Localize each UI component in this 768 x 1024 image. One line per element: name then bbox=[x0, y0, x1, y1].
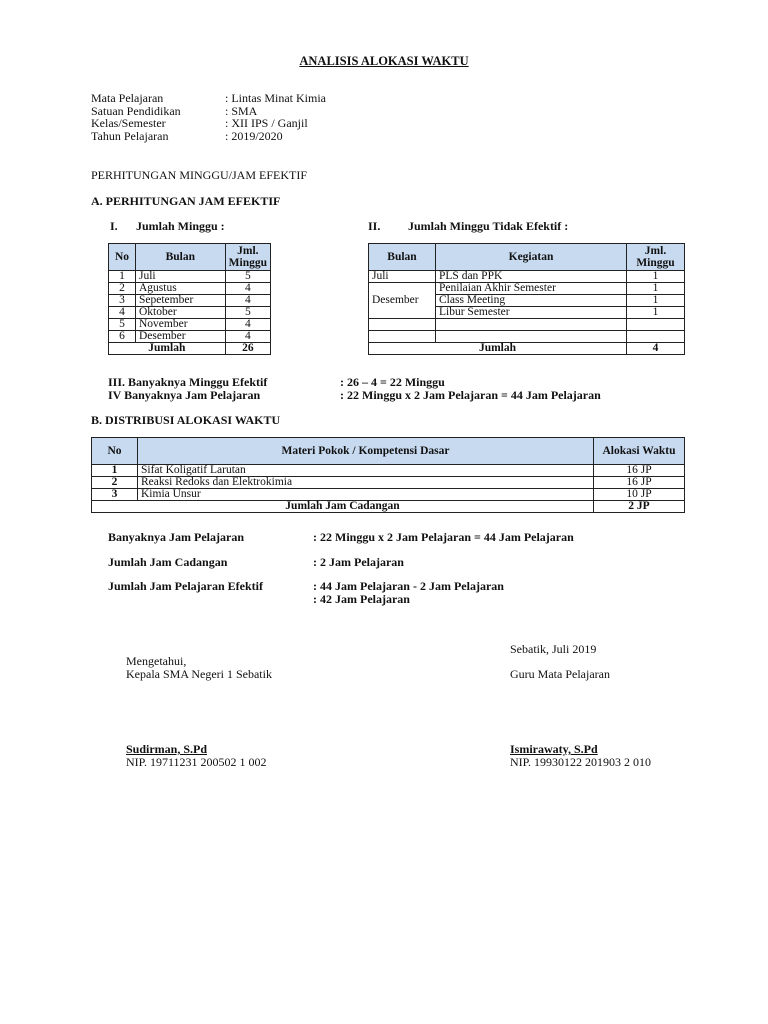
cell-month: November bbox=[136, 319, 226, 331]
part2-label: Jumlah Minggu Tidak Efektif : bbox=[408, 219, 569, 233]
cell-no: 6 bbox=[109, 331, 136, 343]
principal-title: Kepala SMA Negeri 1 Sebatik bbox=[126, 667, 272, 681]
cell-activity: PLS dan PPK bbox=[436, 271, 627, 283]
total-label: Jumlah bbox=[109, 343, 226, 355]
detail-value: : 2 Jam Pelajaran bbox=[313, 555, 404, 569]
info-label: Satuan Pendidikan bbox=[91, 104, 181, 118]
table-row bbox=[369, 307, 685, 319]
teacher-name: Ismirawaty, S.Pd bbox=[510, 742, 598, 756]
table-header: Kegiatan bbox=[436, 244, 627, 271]
cell-weeks: 4 bbox=[225, 295, 270, 307]
allocation-table bbox=[91, 437, 685, 513]
detail-row bbox=[108, 579, 504, 594]
table-total-row bbox=[369, 343, 685, 355]
cell-activity: Libur Semester bbox=[436, 307, 627, 319]
table-header: Materi Pokok / Kompetensi Dasar bbox=[138, 438, 594, 465]
summary-effective-weeks-value: : 26 – 4 = 22 Minggu bbox=[340, 375, 445, 389]
teacher-nip: NIP. 19930122 201903 2 010 bbox=[510, 755, 652, 769]
table-header: Jml. Minggu bbox=[627, 244, 685, 271]
table-total-row bbox=[109, 343, 271, 355]
info-label: Kelas/Semester bbox=[91, 116, 166, 130]
table-header: Alokasi Waktu bbox=[594, 438, 685, 465]
table-row bbox=[109, 319, 271, 331]
section-a-heading: A. PERHITUNGAN JAM EFEKTIF bbox=[91, 194, 281, 208]
cell-activity: Penilaian Akhir Semester bbox=[436, 283, 627, 295]
summary-lesson-hours-value: : 22 Minggu x 2 Jam Pelajaran = 44 Jam Pelajaran bbox=[340, 388, 601, 402]
weeks-table bbox=[108, 243, 271, 355]
table-row bbox=[92, 489, 685, 501]
part1-number: I. bbox=[110, 219, 118, 233]
cell-month: Desember bbox=[136, 331, 226, 343]
total-label: Jumlah bbox=[369, 343, 627, 355]
section-heading: PERHITUNGAN MINGGU/JAM EFEKTIF bbox=[91, 168, 307, 182]
total-label: Jumlah Jam Cadangan bbox=[92, 501, 594, 513]
cell-no: 2 bbox=[92, 477, 138, 489]
cell-month: Juli bbox=[136, 271, 226, 283]
cell-no: 3 bbox=[109, 295, 136, 307]
teacher-title: Guru Mata Pelajaran bbox=[510, 667, 610, 681]
table-row bbox=[369, 295, 685, 307]
cell-no: 1 bbox=[92, 465, 138, 477]
cell-weeks: 1 bbox=[627, 295, 685, 307]
cell-weeks: 4 bbox=[225, 319, 270, 331]
table-header: Jml. Minggu bbox=[225, 244, 270, 271]
table-header: No bbox=[92, 438, 138, 465]
info-value: : 2019/2020 bbox=[225, 129, 283, 143]
cell-no: 2 bbox=[109, 283, 136, 295]
info-label: Tahun Pelajaran bbox=[91, 129, 169, 143]
table-header: Bulan bbox=[136, 244, 226, 271]
table-row bbox=[109, 307, 271, 319]
table-row bbox=[92, 477, 685, 489]
detail-value: : 42 Jam Pelajaran bbox=[313, 592, 410, 606]
cell-weeks: 1 bbox=[627, 307, 685, 319]
info-value: : XII IPS / Ganjil bbox=[225, 116, 308, 130]
info-value: : SMA bbox=[225, 104, 258, 118]
cell-month bbox=[369, 307, 436, 319]
cell-weeks: 4 bbox=[225, 283, 270, 295]
cell-month bbox=[369, 319, 436, 331]
cell-weeks: 5 bbox=[225, 271, 270, 283]
acknowledged-label: Mengetahui, bbox=[126, 654, 187, 668]
cell-topic: Sifat Koligatif Larutan bbox=[138, 465, 594, 477]
table-row bbox=[109, 331, 271, 343]
cell-weeks: 1 bbox=[627, 271, 685, 283]
table-row bbox=[369, 271, 685, 283]
detail-value: : 44 Jam Pelajaran - 2 Jam Pelajaran bbox=[313, 579, 504, 593]
detail-label: Jumlah Jam Cadangan bbox=[108, 555, 228, 569]
cell-month: Sepetember bbox=[136, 295, 226, 307]
cell-topic: Reaksi Redoks dan Elektrokimia bbox=[138, 477, 594, 489]
cell-allocation: 16 JP bbox=[594, 465, 685, 477]
part1-label: Jumlah Minggu : bbox=[136, 219, 225, 233]
cell-weeks: 5 bbox=[225, 307, 270, 319]
table-row bbox=[369, 283, 685, 295]
summary-lesson-hours-label: IV Banyaknya Jam Pelajaran bbox=[108, 388, 261, 402]
info-label: Mata Pelajaran bbox=[91, 91, 164, 105]
cell-no: 5 bbox=[109, 319, 136, 331]
info-value: : Lintas Minat Kimia bbox=[225, 91, 326, 105]
principal-nip: NIP. 19711231 200502 1 002 bbox=[126, 755, 267, 769]
cell-no: 4 bbox=[109, 307, 136, 319]
detail-value: : 22 Minggu x 2 Jam Pelajaran = 44 Jam Pelajaran bbox=[313, 530, 574, 544]
total-value: 2 JP bbox=[594, 501, 685, 513]
total-value: 4 bbox=[627, 343, 685, 355]
part2-number: II. bbox=[368, 219, 381, 233]
section-b-heading: B. DISTRIBUSI ALOKASI WAKTU bbox=[91, 413, 281, 427]
detail-label: Jumlah Jam Pelajaran Efektif bbox=[108, 579, 263, 593]
cell-topic: Kimia Unsur bbox=[138, 489, 594, 501]
table-total-row bbox=[92, 501, 685, 513]
table-row bbox=[369, 331, 685, 343]
total-value: 26 bbox=[225, 343, 270, 355]
table-row bbox=[109, 283, 271, 295]
cell-activity bbox=[436, 319, 627, 331]
cell-month: Juli bbox=[369, 271, 436, 283]
cell-no: 1 bbox=[109, 271, 136, 283]
cell-allocation: 16 JP bbox=[594, 477, 685, 489]
detail-row bbox=[108, 555, 404, 570]
cell-month bbox=[369, 283, 436, 295]
cell-allocation: 10 JP bbox=[594, 489, 685, 501]
cell-no: 3 bbox=[92, 489, 138, 501]
table-header: Bulan bbox=[369, 244, 436, 271]
table-header: No bbox=[109, 244, 136, 271]
table-row bbox=[109, 271, 271, 283]
detail-label: Banyaknya Jam Pelajaran bbox=[108, 530, 245, 544]
cell-month: Oktober bbox=[136, 307, 226, 319]
table-row bbox=[92, 465, 685, 477]
table-row bbox=[369, 319, 685, 331]
non-effective-weeks-table bbox=[368, 243, 685, 355]
cell-weeks bbox=[627, 319, 685, 331]
table-row bbox=[109, 295, 271, 307]
cell-weeks: 1 bbox=[627, 283, 685, 295]
cell-month: Agustus bbox=[136, 283, 226, 295]
cell-weeks: 4 bbox=[225, 331, 270, 343]
principal-name: Sudirman, S.Pd bbox=[126, 742, 208, 756]
summary-effective-weeks-label: III. Banyaknya Minggu Efektif bbox=[108, 375, 268, 389]
page-title: ANALISIS ALOKASI WAKTU bbox=[299, 54, 469, 68]
place-date: Sebatik, Juli 2019 bbox=[510, 642, 597, 656]
cell-month: Desember bbox=[369, 295, 436, 307]
detail-row bbox=[108, 530, 574, 545]
cell-activity: Class Meeting bbox=[436, 295, 627, 307]
